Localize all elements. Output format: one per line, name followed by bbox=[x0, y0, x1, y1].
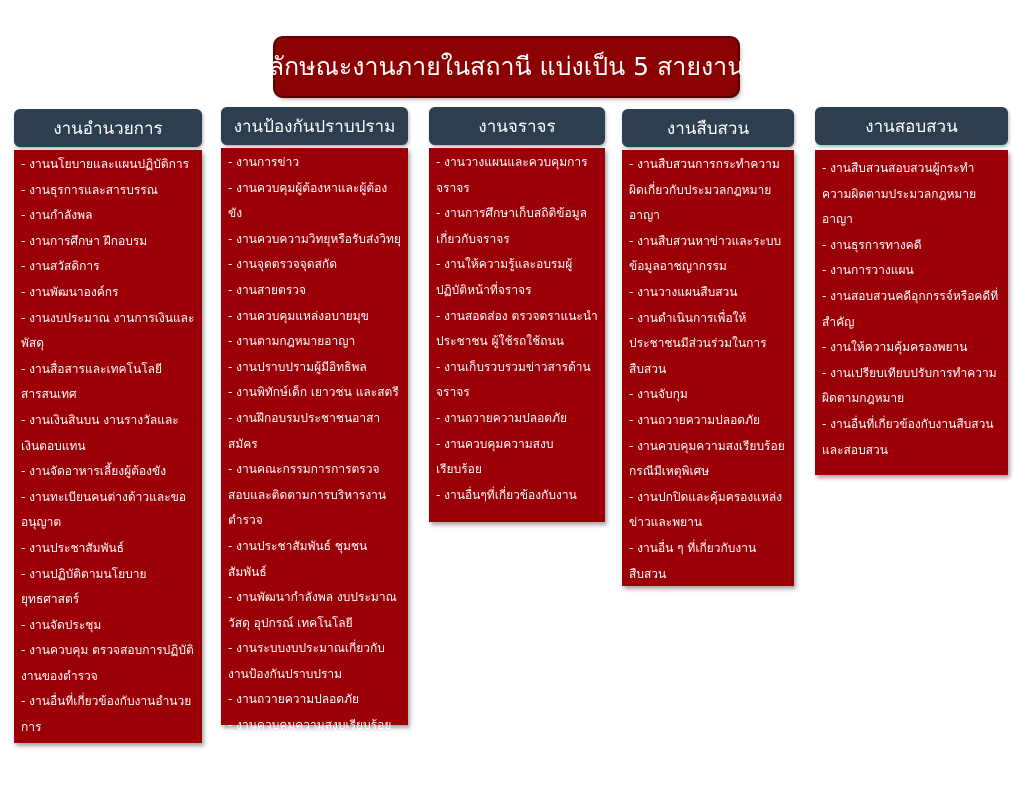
list-item: - งานทะเบียนคนต่างด้าวและขออนุญาต bbox=[21, 489, 187, 530]
list-item: - งานควบความวิทยุหรือรับส่งวิทยุ bbox=[228, 231, 401, 246]
list-item: - งานถวายความปลอดภัย bbox=[228, 692, 360, 707]
list-item: - งานพัฒนากำลังพล งบประมาณ วัสดุ อุปกรณ์ เทคโนโลยี bbox=[228, 590, 397, 630]
list-item: - งานจัดประชุม bbox=[21, 617, 102, 632]
list-item: - งานอื่นที่เกี่ยวข้องกับงานอำนวยการ bbox=[21, 694, 192, 735]
list-item: - งานธุรการทางคดี bbox=[822, 237, 922, 252]
list-item: - งานสวัสดิการ bbox=[21, 259, 100, 274]
list-item: - งานประชาสัมพันธ์ bbox=[21, 540, 125, 555]
list-item: - งานสืบสวนการกระทำความผิดเกี่ยวกับประมวลกฎหมายอาญา bbox=[629, 157, 780, 223]
column-header-inquiry: งานสอบสวน bbox=[815, 107, 1008, 145]
column-body-administration bbox=[14, 150, 202, 743]
list-item: - งานให้ความคุ้มครองพยาน bbox=[822, 340, 968, 355]
list-item: - งานการศึกษา ฝึกอบรม bbox=[21, 233, 148, 248]
list-item: - งานควบคุมความสงบเรียบร้อย bbox=[228, 718, 392, 733]
column-header-traffic: งานจราจร bbox=[429, 107, 605, 145]
list-item: - งานการข่าว bbox=[228, 155, 300, 169]
list-item: - งานวางแผนและควบคุมการจราจร bbox=[436, 155, 588, 195]
list-item: - งานพิทักษ์เด็ก เยาวชน และสตรี bbox=[228, 385, 399, 400]
list-item: - งานอื่นที่เกี่ยวกับงานป้องกัน bbox=[228, 743, 378, 758]
list-item: - งานถวายความปลอดภัย bbox=[629, 412, 761, 427]
list-item: - งานพัฒนาองค์กร bbox=[21, 284, 119, 299]
list-item: - งานจับกุม bbox=[629, 387, 688, 402]
list-item: - งานจุดตรวจจุดสกัด bbox=[228, 257, 337, 272]
list-item: - งานปฏิบัติตามนโยบายยุทธศาสตร์ bbox=[21, 566, 147, 607]
list-item: - งานงบประมาณ งานการเงินและพัสดุ bbox=[21, 310, 195, 351]
list-item: - งานนโยบายและแผนปฏิบัติการ bbox=[21, 157, 190, 171]
list-item: - งานถวายความปลอดภัย bbox=[436, 410, 568, 425]
list-item: - งานสื่อสารและเทคโนโลยีสารสนเทศ bbox=[21, 361, 163, 402]
diagram-title: ลักษณะงานภายในสถานี แบ่งเป็น 5 สายงาน bbox=[275, 38, 738, 96]
list-item: - งานเก็บรวบรวมข่าวสารด้านจราจร bbox=[436, 359, 591, 400]
column-body-inquiry bbox=[815, 150, 1008, 475]
list-item: - งานควบคุม ตรวจสอบการปฏิบัติงานของตำรวจ bbox=[21, 643, 194, 683]
list-item: - งานสอดส่อง ตรวจตราแนะนำประชาชน ผู้ใช้รถใช้ถนน bbox=[436, 308, 598, 349]
list-item: - งานประชาสัมพันธ์ ชุมชนสัมพันธ์ bbox=[228, 538, 368, 579]
list-item: - งานจัดอาหารเลี้ยงผู้ต้องขัง bbox=[21, 464, 167, 479]
list-item: - งานปกปิดและคุ้มครองแหล่งข่าวและพยาน bbox=[629, 489, 783, 530]
list-item: - งานธุรการและสารบรรณ bbox=[21, 182, 158, 197]
list-item: - งานสายตรวจ bbox=[228, 282, 307, 297]
list-item: - งานให้ความรู้และอบรมผู้ปฏิบัติหน้าที่จราจร bbox=[436, 257, 573, 297]
column-body-investigation bbox=[622, 150, 794, 586]
list-item: - งานปราบปรามผู้มีอิทธิพล bbox=[228, 359, 367, 374]
list-item: - งานการศึกษาเก็บสถิติข้อมูลเกี่ยวกับจราจร bbox=[436, 206, 587, 246]
list-item: - งานตามกฎหมายอาญา bbox=[228, 334, 356, 349]
list-item: - งานเปรียบเทียบปรับการทำความผิดตามกฎหมาย bbox=[822, 365, 997, 406]
list-item: - งานควบคุมความสงบเรียบร้อย bbox=[436, 436, 554, 477]
list-item: - งานสืบสวนสอบสวนผู้กระทำความผิดตามประมวลกฎหมายอาญา bbox=[822, 161, 977, 227]
column-header-administration: งานอำนวยการ bbox=[14, 109, 202, 147]
list-item: - งานควบคุมความสงเรียบร้อยกรณีมีเหตุพิเศษ bbox=[629, 438, 785, 479]
list-item: - งานอื่นที่เกี่ยวข้องกับงานสืบสวนและสอบสวน bbox=[822, 416, 994, 457]
list-item: - งานควบคุมแหล่งอบายมุข bbox=[228, 308, 369, 323]
list-item: - งานคณะกรรมการการตรวจสอบและติดตามการบริหารงานตำรวจ bbox=[228, 462, 387, 528]
list-item: - งานระบบงบประมาณเกี่ยวกับงานป้องกันปราบปราม bbox=[228, 641, 385, 681]
list-item: - งานดำเนินการเพื่อให้ประชาชนมีส่วนร่วมในการสืบสวน bbox=[629, 310, 767, 376]
list-item: - งานสืบสวนหาข่าวและระบบข้อมูลอาชญากรรม bbox=[629, 233, 782, 274]
list-item: - งานอื่นๆที่เกี่ยวข้องกับงาน bbox=[436, 487, 577, 502]
list-item: - งานกำลังพล bbox=[21, 208, 93, 223]
list-item: - งานสอบสวนคดีอุกกรรจ์หรือคดีที่สำคัญ bbox=[822, 288, 999, 329]
list-item: - งานอื่น ๆ ที่เกี่ยวกับงานสืบสวน bbox=[629, 540, 757, 581]
list-item: - งานควบคุมผู้ต้องหาและผู้ต้องขัง bbox=[228, 180, 388, 221]
list-item: - งานการวางแผน bbox=[822, 263, 914, 278]
list-item: - งานวางแผนสืบสวน bbox=[629, 284, 738, 299]
column-body-traffic bbox=[429, 148, 605, 522]
column-body-crime-prevention bbox=[221, 148, 408, 758]
column-header-investigation: งานสืบสวน bbox=[622, 109, 794, 147]
column-header-crime-prevention: งานป้องกันปราบปราม bbox=[221, 107, 408, 145]
list-item: - งานเงินสินบน งานรางวัลและเงินตอบแทน bbox=[21, 412, 179, 453]
list-item: - งานฝึกอบรมประชาชนอาสาสมัคร bbox=[228, 410, 381, 451]
